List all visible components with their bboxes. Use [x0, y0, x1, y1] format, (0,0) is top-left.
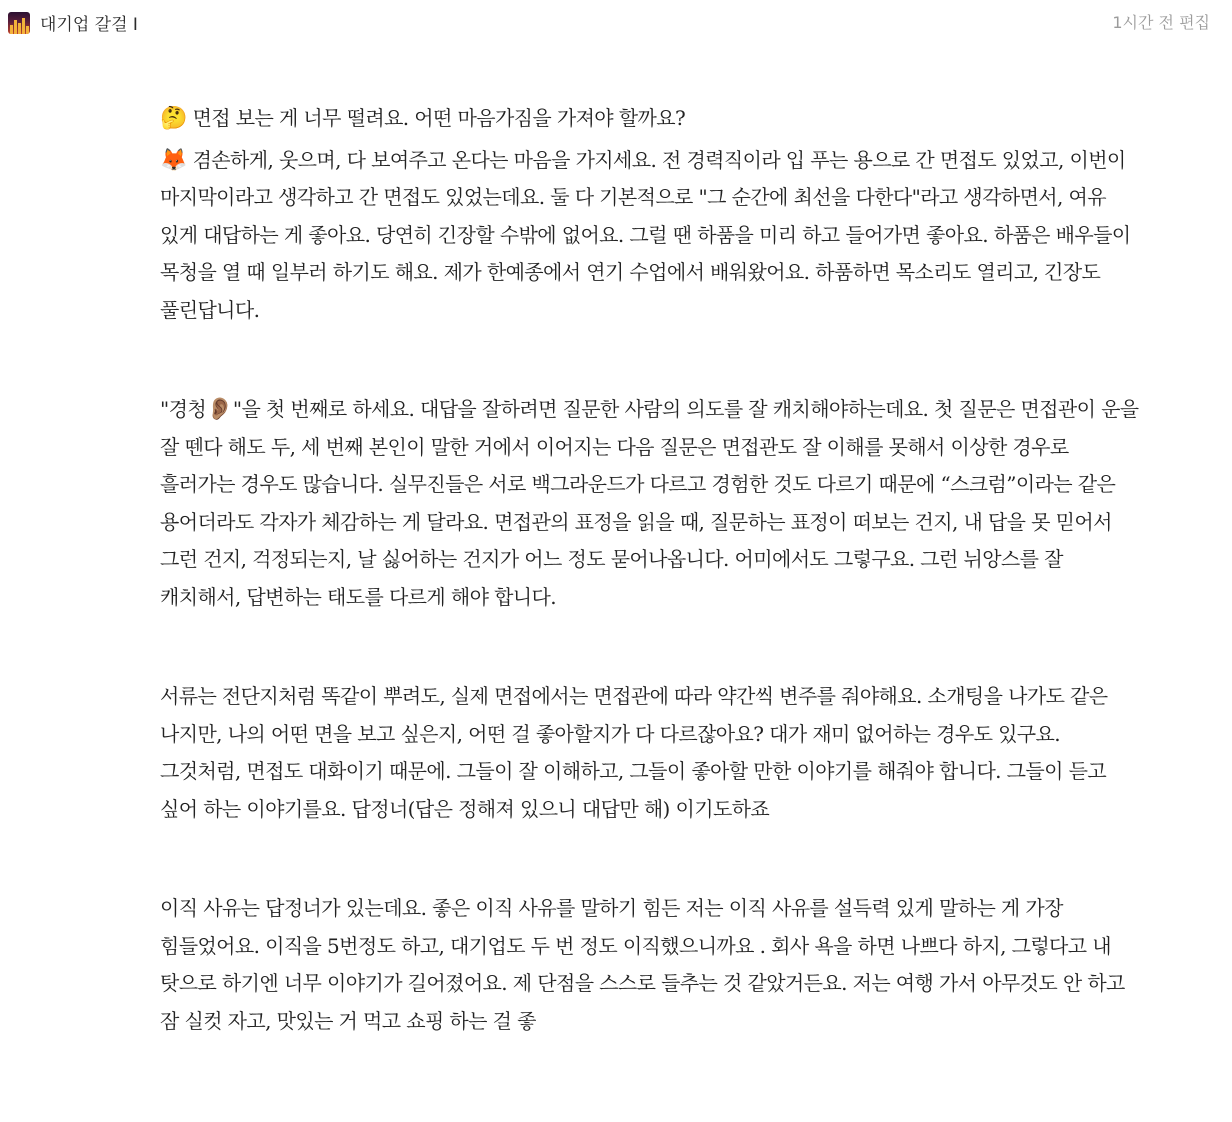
- thinking-face-icon: 🤔: [160, 106, 187, 131]
- document-body: [160, 100, 1140, 1040]
- listening-text-start: "경청: [160, 397, 207, 421]
- city-building-icon[interactable]: [8, 12, 30, 34]
- edited-timestamp[interactable]: 1시간 전 편집: [1112, 13, 1210, 32]
- ear-icon: 👂🏽: [206, 397, 233, 422]
- top-bar: [0, 0, 1232, 44]
- question-paragraph[interactable]: [160, 100, 1140, 138]
- answer-paragraph[interactable]: [160, 142, 1140, 330]
- listening-text-rest: "을 첫 번째로 하세요. 대답을 잘하려면 질문한 사람의 의도를 잘 캐치해야하는데요. 첫 질문은 면접관이 운을 잘 뗀다 해도 두, 세 번째 본인이 말한 거에서 이어지는 다음 질문은 면접관도 잘 이해를 못해서 이상한 경우로 흘러가는 경우도 많습니다. 실무진들은 서로 백그라운드가 다르고 경험한 것도 다르기 때문에 “스크럼”이라는 같은 용어더라도 각자가 체감하는 게 달라요. 면접관의 표정을 읽을 때, 질문하는 표정이 떠보는 건지, 내 답을 못 믿어서 그런 건지, 걱정되는지, 날 싫어하는 건지가 어느 정도 묻어나옵니다. 어미에서도 그렇구요. 그런 뉘앙스를 잘 캐치해서, 답변하는 태도를 다르게 해야 합니다.: [160, 397, 1139, 609]
- documents-paragraph[interactable]: 서류는 전단지처럼 똑같이 뿌려도, 실제 면접에서는 면접관에 따라 약간씩 변주를 줘야해요. 소개팅을 나가도 같은 나지만, 나의 어떤 면을 보고 싶은지, 어떤 걸 좋아할지가 다 다르잖아요? 대가 재미 없어하는 경우도 있구요. 그것처럼, 면접도 대화이기 때문에. 그들이 잘 이해하고, 그들이 좋아할 만한 이야기를 해줘야 합니다. 그들이 듣고 싶어 하는 이야기를요. 답정너(답은 정해져 있으니 대답만 해) 이기도하죠: [160, 684, 1108, 821]
- page-title[interactable]: 대기업 갈걸 I: [40, 15, 138, 35]
- fox-face-icon: 🦊: [160, 147, 187, 173]
- listening-paragraph[interactable]: [160, 391, 1140, 616]
- reason-paragraph[interactable]: 이직 사유는 답정너가 있는데요. 좋은 이직 사유를 말하기 힘든 저는 이직 사유를 설득력 있게 말하는 게 가장 힘들었어요. 이직을 5번정도 하고, 대기업도 두 번 정도 이직했으니까요 . 회사 욕을 하면 나쁘다 하지, 그렇다고 내 탓으로 하기엔 너무 이야기가 길어졌어요. 제 단점을 스스로 들추는 것 같았거든요. 저는 여행 가서 아무것도 안 하고 잠 실컷 자고, 맛있는 거 먹고 쇼핑 하는 걸 좋: [160, 896, 1125, 1033]
- answer-text: 겸손하게, 웃으며, 다 보여주고 온다는 마음을 가지세요. 전 경력직이라 입 푸는 용으로 간 면접도 있었고, 이번이 마지막이라고 생각하고 간 면접도 있었는데요. 둘 다 기본적으로 "그 순간에 최선을 다한다"라고 생각하면서, 여유 있게 대답하는 게 좋아요. 당연히 긴장할 수밖에 없어요. 그럴 땐 하품을 미리 하고 들어가면 좋아요. 하품은 배우들이 목청을 열 때 일부러 하기도 해요. 제가 한예종에서 연기 수업에서 배워왔어요. 하품하면 목소리도 열리고, 긴장도 풀린답니다.: [160, 147, 1131, 322]
- question-text: 면접 보는 게 너무 떨려요. 어떤 마음가짐을 가져야 할까요?: [192, 106, 686, 130]
